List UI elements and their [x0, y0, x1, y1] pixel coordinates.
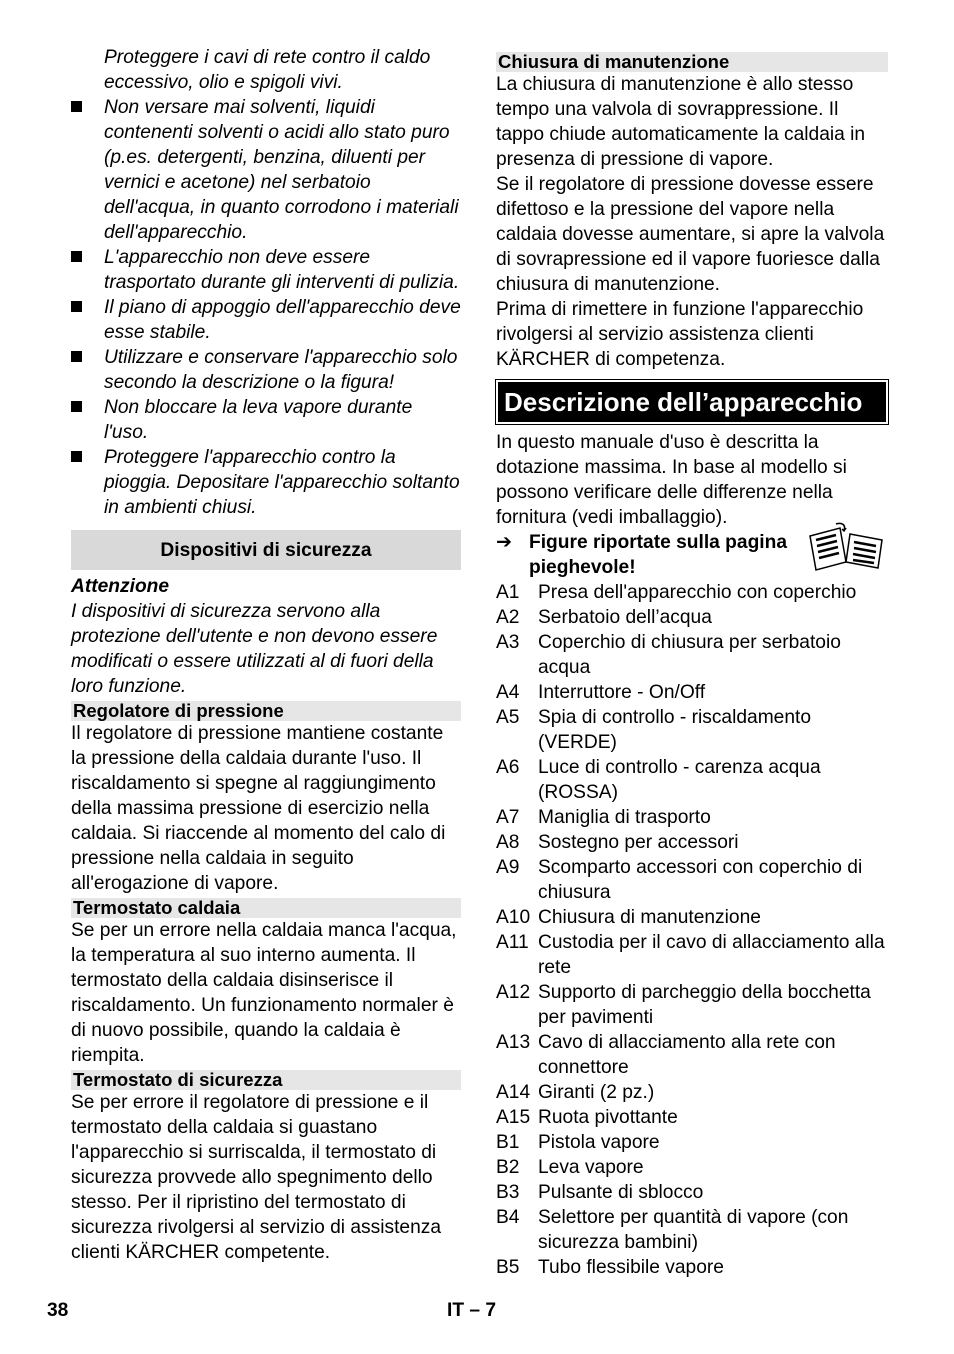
boiler-thermostat-title: Termostato caldaia — [71, 898, 461, 918]
left-column — [71, 45, 461, 1265]
component-label: Leva vapore — [538, 1157, 644, 1178]
safety-bullet-item — [71, 245, 461, 295]
safety-bullet-item — [71, 95, 461, 245]
attention-text: I dispositivi di sicurezza servono alla protezione dell'utente e non devono essere modificati o essere utilizzati al di fuori della loro funzione. — [71, 601, 438, 697]
component-code: A15 — [496, 1107, 531, 1128]
component-code: A11 — [496, 932, 529, 953]
safety-bullet-item — [71, 395, 461, 445]
figure-note — [496, 530, 888, 580]
component-row — [496, 855, 888, 905]
safety-bullet-text: Non versare mai solventi, liquidi contenenti solventi o acidi allo stato puro (p.es. detergenti, benzina, diluenti per vernici e acetone) nel serbatoio dell'acqua, in quanto corrodono i materiali dell'apparecchio. — [104, 97, 459, 243]
folded-booklet-icon — [806, 522, 886, 579]
component-row — [496, 580, 888, 605]
component-code: A10 — [496, 907, 531, 928]
component-code: A8 — [496, 832, 520, 853]
component-row — [496, 905, 888, 930]
component-code: A13 — [496, 1032, 531, 1053]
component-label: Serbatoio dell’acqua — [538, 607, 712, 628]
attention-label: Attenzione — [71, 576, 170, 597]
component-label: Interruttore - On/Off — [538, 682, 706, 703]
component-row — [496, 1030, 888, 1080]
safety-bullet-item — [71, 445, 461, 520]
device-description-text: In questo manuale d'uso è descritta la dotazione massima. In base al modello si possono verificare delle differenze nella fornitura (vedi imballaggio). — [496, 432, 847, 528]
intro-continuation: Proteggere i cavi di rete contro il caldo eccessivo, olio e spigoli vivi. — [104, 47, 431, 93]
safety-thermostat-text: Se per errore il regolatore di pressione e il termostato della caldaia si guastano l'apparecchio si surriscalda, il termostato di sicurezza provvede allo spegnimento dello stesso. Per il ripristino del termostato di sicurezza rivolgersi al servizio di assistenza clienti KÄRCHER competente. — [71, 1092, 442, 1263]
component-row — [496, 980, 888, 1030]
maintenance-paragraph: La chiusura di manutenzione è allo stesso tempo una valvola di sovrappressione. Il tappo chiude automaticamente la caldaia in presenza di pressione di vapore. — [496, 74, 866, 170]
square-bullet-icon — [71, 251, 82, 262]
safety-bullet-text: Non bloccare la leva vapore durante l'uso. — [104, 397, 413, 443]
component-label: Selettore per quantità di vapore (con sicurezza bambini) — [538, 1207, 849, 1253]
component-label: Maniglia di trasporto — [538, 807, 711, 828]
component-code: A4 — [496, 682, 520, 703]
maintenance-paragraph: Se il regolatore di pressione dovesse essere difettoso e la pressione del vapore nella caldaia dovesse aumentare, si apre la valvola di sovrapressione ed il vapore fuoriesce dalla chiusura di manutenzione. — [496, 174, 885, 295]
component-row — [496, 1130, 888, 1155]
safety-bullet-list — [71, 95, 461, 520]
component-code: B4 — [496, 1207, 520, 1228]
maintenance-closure-title: Chiusura di manutenzione — [496, 52, 888, 72]
component-code: B1 — [496, 1132, 520, 1153]
square-bullet-icon — [71, 351, 82, 362]
component-code: A7 — [496, 807, 520, 828]
component-row — [496, 1155, 888, 1180]
component-code: A3 — [496, 632, 520, 653]
component-code: A1 — [496, 582, 520, 603]
right-column — [496, 48, 888, 1280]
component-row — [496, 1080, 888, 1105]
component-code: A6 — [496, 757, 520, 778]
safety-bullet-item — [71, 345, 461, 395]
pressure-regulator-title: Regolatore di pressione — [71, 701, 461, 721]
component-code: A14 — [496, 1082, 531, 1103]
safety-bullet-item — [71, 295, 461, 345]
component-row — [496, 1105, 888, 1130]
boiler-thermostat-text: Se per un errore nella caldaia manca l'acqua, la temperatura al suo interno aumenta. Il termostato della caldaia disinserisce il riscaldamento. Un funzionamento normaler è di nuovo possibile, quando la caldaia è riempita. — [71, 920, 457, 1066]
pressure-regulator-text: Il regolatore di pressione mantiene costante la pressione della caldaia durante l'uso. Il riscaldamento si spegne al raggiungimento della massima pressione di esercizio nella caldaia. Si riaccende al momento del calo di pressione nella caldaia in seguito all'erogazione di vapore. — [71, 723, 446, 894]
component-row — [496, 705, 888, 755]
component-code: A9 — [496, 857, 520, 878]
component-label: Chiusura di manutenzione — [538, 907, 761, 928]
safety-bullet-text: Il piano di appoggio dell'apparecchio deve esse stabile. — [104, 297, 461, 343]
component-row — [496, 1205, 888, 1255]
component-row — [496, 680, 888, 705]
safety-bullet-text: L'apparecchio non deve essere trasportato durante gli interventi di pulizia. — [104, 247, 460, 293]
safety-devices-heading: Dispositivi di sicurezza — [71, 530, 461, 570]
page-label: IT – 7 — [447, 1300, 497, 1321]
component-row — [496, 605, 888, 630]
component-code: B5 — [496, 1257, 520, 1278]
arrow-right-icon: ➔ — [496, 532, 513, 553]
component-label: Custodia per il cavo di allacciamento alla rete — [538, 932, 885, 978]
component-list — [496, 580, 888, 1280]
component-label: Supporto di parcheggio della bocchetta per pavimenti — [538, 982, 871, 1028]
component-label: Presa dell'apparecchio con coperchio — [538, 582, 857, 603]
component-code: B2 — [496, 1157, 520, 1178]
component-row — [496, 755, 888, 805]
square-bullet-icon — [71, 301, 82, 312]
component-row — [496, 830, 888, 855]
component-label: Luce di controllo - carenza acqua (ROSSA) — [538, 757, 821, 803]
component-code: A12 — [496, 982, 531, 1003]
page-number: 38 — [47, 1300, 69, 1321]
component-code: A2 — [496, 607, 520, 628]
safety-bullet-text: Utilizzare e conservare l'apparecchio solo secondo la descrizione o la figura! — [104, 347, 458, 393]
component-label: Pulsante di sblocco — [538, 1182, 704, 1203]
square-bullet-icon — [71, 451, 82, 462]
safety-bullet-text: Proteggere l'apparecchio contro la pioggia. Depositare l'apparecchio soltanto in ambienti chiusi. — [104, 447, 460, 518]
safety-thermostat-title: Termostato di sicurezza — [71, 1070, 461, 1090]
component-row — [496, 805, 888, 830]
component-row — [496, 930, 888, 980]
component-row — [496, 1180, 888, 1205]
component-label: Sostegno per accessori — [538, 832, 739, 853]
component-row — [496, 1255, 888, 1280]
device-description-title: Descrizione dell’apparecchio — [496, 380, 888, 424]
component-label: Giranti (2 pz.) — [538, 1082, 655, 1103]
component-label: Scomparto accessori con coperchio di chiusura — [538, 857, 863, 903]
component-code: B3 — [496, 1182, 520, 1203]
component-label: Spia di controllo - riscaldamento (VERDE) — [538, 707, 812, 753]
square-bullet-icon — [71, 101, 82, 112]
maintenance-paragraph: Prima di rimettere in funzione l'apparecchio rivolgersi al servizio assistenza clienti KÄRCHER di competenza. — [496, 299, 864, 370]
figure-note-text: Figure riportate sulla pagina pieghevole! — [529, 532, 788, 578]
component-label: Ruota pivottante — [538, 1107, 678, 1128]
component-label: Pistola vapore — [538, 1132, 660, 1153]
square-bullet-icon — [71, 401, 82, 412]
component-label: Tubo flessibile vapore — [538, 1257, 724, 1278]
component-label: Coperchio di chiusura per serbatoio acqua — [538, 632, 841, 678]
component-code: A5 — [496, 707, 520, 728]
component-label: Cavo di allacciamento alla rete con connettore — [538, 1032, 836, 1078]
component-row — [496, 630, 888, 680]
